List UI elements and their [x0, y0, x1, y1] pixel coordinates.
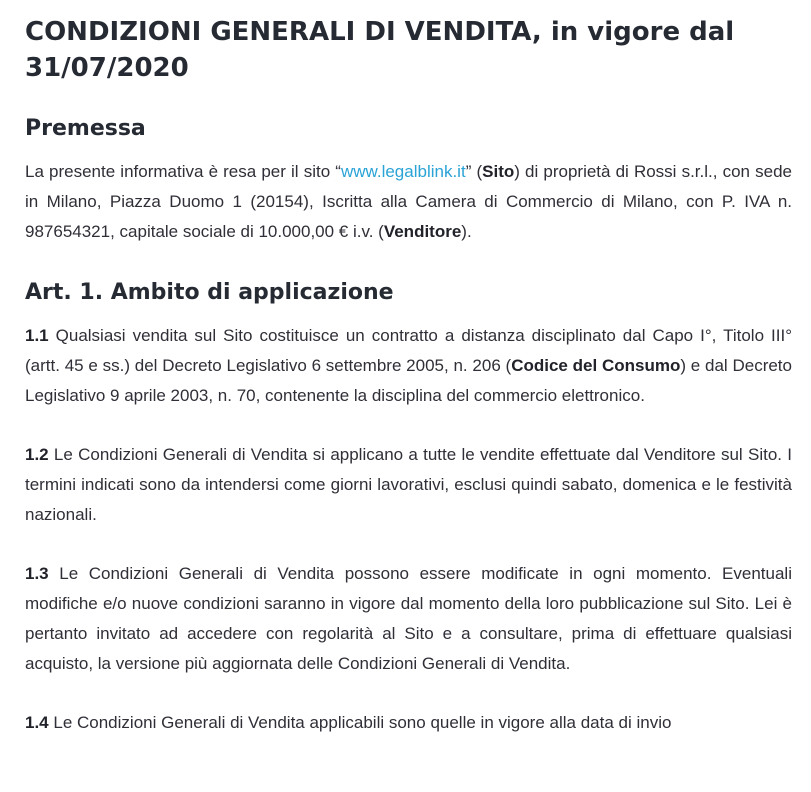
premessa-paragraph: [25, 157, 792, 247]
section-heading-premessa: Premessa: [25, 116, 146, 141]
clause-text: Le Condizioni Generali di Vendita applicabili sono quelle in vigore alla data di invio: [48, 713, 672, 732]
section-heading-art1: Art. 1. Ambito di applicazione: [25, 280, 394, 305]
venditore-term: Venditore: [383, 222, 462, 241]
clause-text: Le Condizioni Generali di Vendita si applicano a tutte le vendite effettuate dal Venditore sul Sito. I termini indicati sono da intendersi come giorni lavorativi, esclusi quindi sabato, domenica e le festività nazionali.: [25, 445, 792, 524]
clause-text: Le Condizioni Generali di Vendita possono essere modificate in ogni momento. Eventuali modifiche e/o nuove condizioni saranno in vigore dal momento della loro pubblicazione sul Sito. Lei è pertanto invitato ad accedere con regolarità al Sito e a consultare, prima di effettuare qualsiasi acquisto, la versione più aggiornata delle Condizioni Generali di Vendita.: [25, 564, 792, 673]
premessa-text-2: ” (: [465, 162, 483, 181]
page-title: CONDIZIONI GENERALI DI VENDITA, in vigore dal 31/07/2020: [25, 17, 735, 83]
codice-consumo-term: Codice del Consumo: [511, 356, 681, 375]
clause-number: 1.2: [25, 445, 49, 464]
clause-number: 1.4: [25, 713, 49, 732]
clause-text-part-2: ) e dal Decreto Legislativo 9 aprile 2003, n. 70, contenente la disciplina del commercio elettronico.: [25, 356, 792, 405]
site-link[interactable]: www.legalblink.it: [340, 162, 466, 181]
clause-1-1: [25, 321, 792, 411]
clause-text-part-1: Qualsiasi vendita sul Sito costituisce un contratto a distanza disciplinato dal Capo I°, Titolo III° (artt. 45 e ss.) del Decreto Legislativo 6 settembre 2005, n. 206 (: [25, 326, 792, 375]
premessa-text-4: ).: [461, 222, 472, 241]
sito-term: Sito: [482, 162, 515, 181]
premessa-text-3: ) di proprietà di Rossi s.r.l., con sede in Milano, Piazza Duomo 1 (20154), Iscritta alla Camera di Commercio di Milano, con P. IVA n. 987654321, capitale sociale di 10.000,00 € i.v. (: [25, 162, 792, 241]
clause-number: 1.1: [25, 326, 49, 345]
clause-1-2: [25, 440, 792, 530]
premessa-text-1: La presente informativa è resa per il sito “: [25, 162, 341, 181]
clause-number: 1.3: [25, 564, 49, 583]
clause-1-3: [25, 559, 792, 679]
document-content: [25, 14, 792, 738]
clause-1-4: [25, 708, 792, 738]
